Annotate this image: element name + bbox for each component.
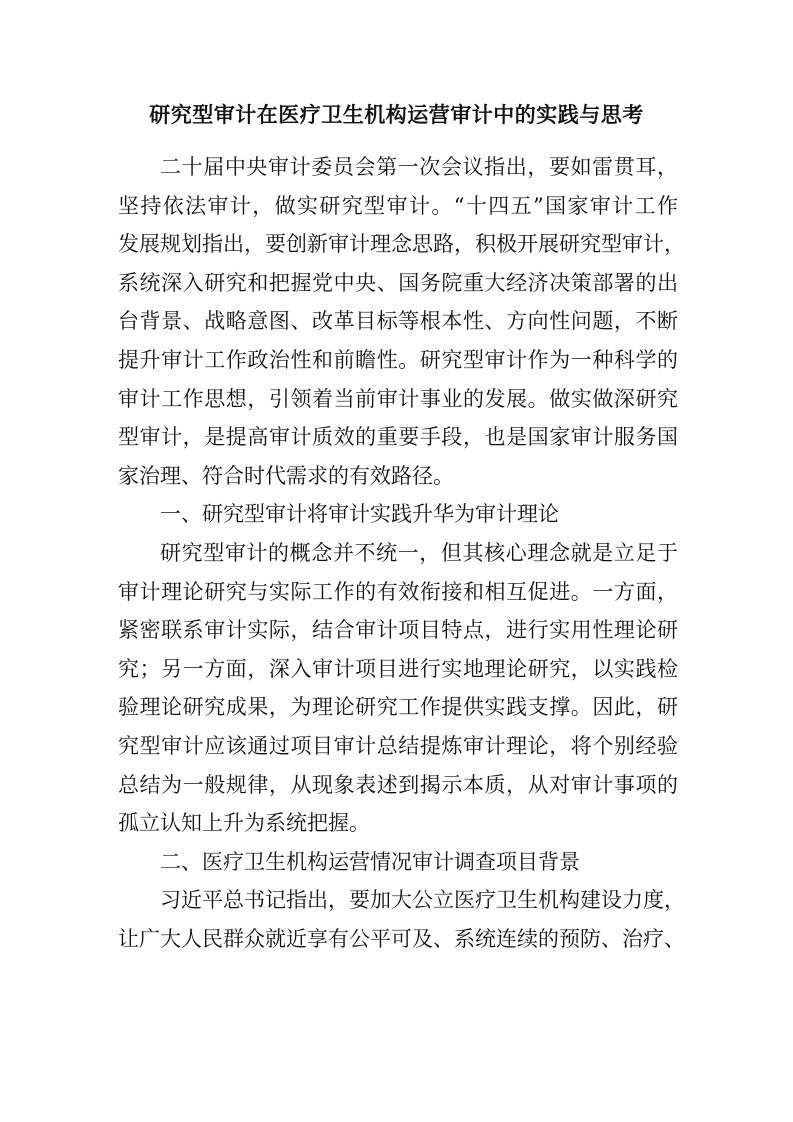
text-line: 验理论研究成果，为理论研究工作提供实践支撑。因此，研 [118,695,678,720]
text-line: 坚持依法审计，做实研究型审计。“十四五”国家审计工作 [118,193,678,218]
document-title: 研究型审计在医疗卫生机构运营审计中的实践与思考 [149,102,644,127]
text-line: 紧密联系审计实际，结合审计项目特点，进行实用性理论研 [118,618,678,643]
text-line: 型审计，是提高审计质效的重要手段，也是国家审计服务国 [118,425,678,450]
text-line: 习近平总书记指出，要加大公立医疗卫生机构建设力度， [160,888,685,913]
document-body [118,148,685,958]
text-line: 发展规划指出，要创新审计理念思路，积极开展研究型审计， [118,232,685,257]
text-line: 家治理、符合时代需求的有效路径。 [118,463,454,488]
text-line: 总结为一般规律，从现象表述到揭示本质，从对审计事项的 [118,772,678,797]
text-line: 审计工作思想，引领着当前审计事业的发展。做实做深研究 [118,386,678,411]
text-line: 究型审计应该通过项目审计总结提炼审计理论，将个别经验 [118,733,678,758]
text-line: 让广大人民群众就近享有公平可及、系统连续的预防、治疗、 [118,926,685,951]
text-line: 提升审计工作政治性和前瞻性。研究型审计作为一种科学的 [118,347,678,372]
text-line: 研究型审计的概念并不统一，但其核心理念就是立足于 [160,540,678,565]
text-line: 二十届中央审计委员会第一次会议指出，要如雷贯耳， [160,155,678,179]
text-line: 系统深入研究和把握党中央、国务院重大经济决策部署的出 [118,270,678,295]
text-line: 台背景、战略意图、改革目标等根本性、方向性问题，不断 [118,309,678,334]
text-line: 究；另一方面，深入审计项目进行实地理论研究，以实践检 [118,656,678,681]
section-heading-2: 二、医疗卫生机构运营情况审计调查项目背景 [160,849,580,874]
text-line: 审计理论研究与实际工作的有效衔接和相互促进。一方面， [118,579,678,604]
text-line: 孤立认知上升为系统把握。 [118,811,370,836]
section-heading-1: 一、研究型审计将审计实践升华为审计理论 [160,502,559,527]
